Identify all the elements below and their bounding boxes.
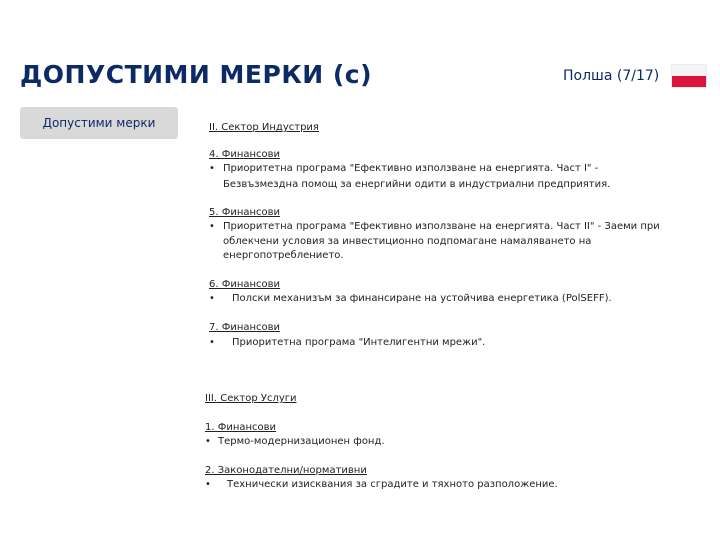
sidebar-tab-allowed-measures[interactable]: Допустими мерки (20, 107, 178, 139)
flag-red-stripe (672, 76, 706, 87)
item-label: 7. Финансови (209, 322, 281, 333)
item-text: Приоритетна програма "Ефективно използване на енергията. Част II" - Заеми при (223, 221, 660, 232)
item-text: енергопотреблението. (223, 250, 344, 261)
country-label: Полша (7/17) (563, 68, 660, 84)
item-text: Приоритетна програма "Ефективно използване на енергията. Част I" - (223, 163, 599, 174)
bullet-icon: • (209, 337, 215, 348)
bullet-icon: • (209, 221, 215, 232)
bullet-icon: • (205, 436, 211, 447)
bullet-icon: • (209, 293, 215, 304)
item-text: Приоритетна програма "Интелигентни мрежи". (232, 337, 486, 348)
poland-flag-icon (672, 65, 706, 87)
page-title: ДОПУСТИМИ МЕРКИ (с) (20, 60, 373, 89)
bullet-icon: • (209, 163, 215, 174)
item-text: Технически изисквания за сградите и тяхното разположение. (227, 479, 558, 490)
item-label: 1. Финансови (205, 422, 277, 433)
item-label: 2. Законодателни/нормативни (205, 465, 367, 476)
item-text: Полски механизъм за финансиране на устойчива енергетика (PolSEFF). (232, 293, 612, 304)
item-label: 6. Финансови (209, 279, 281, 290)
item-text: Безвъзмездна помощ за енергийни одити в индустриални предприятия. (223, 179, 611, 190)
item-text: облекчени условия за инвестиционно подпомагане намаляването на (223, 236, 592, 247)
item-label: 4. Финансови (209, 149, 281, 160)
section-heading-industry: II. Сектор Индустрия (209, 122, 319, 133)
section-heading-services: III. Сектор Услуги (205, 393, 297, 404)
flag-white-stripe (672, 65, 706, 76)
item-text: Термо-модернизационен фонд. (218, 436, 385, 447)
bullet-icon: • (205, 479, 211, 490)
item-label: 5. Финансови (209, 207, 281, 218)
